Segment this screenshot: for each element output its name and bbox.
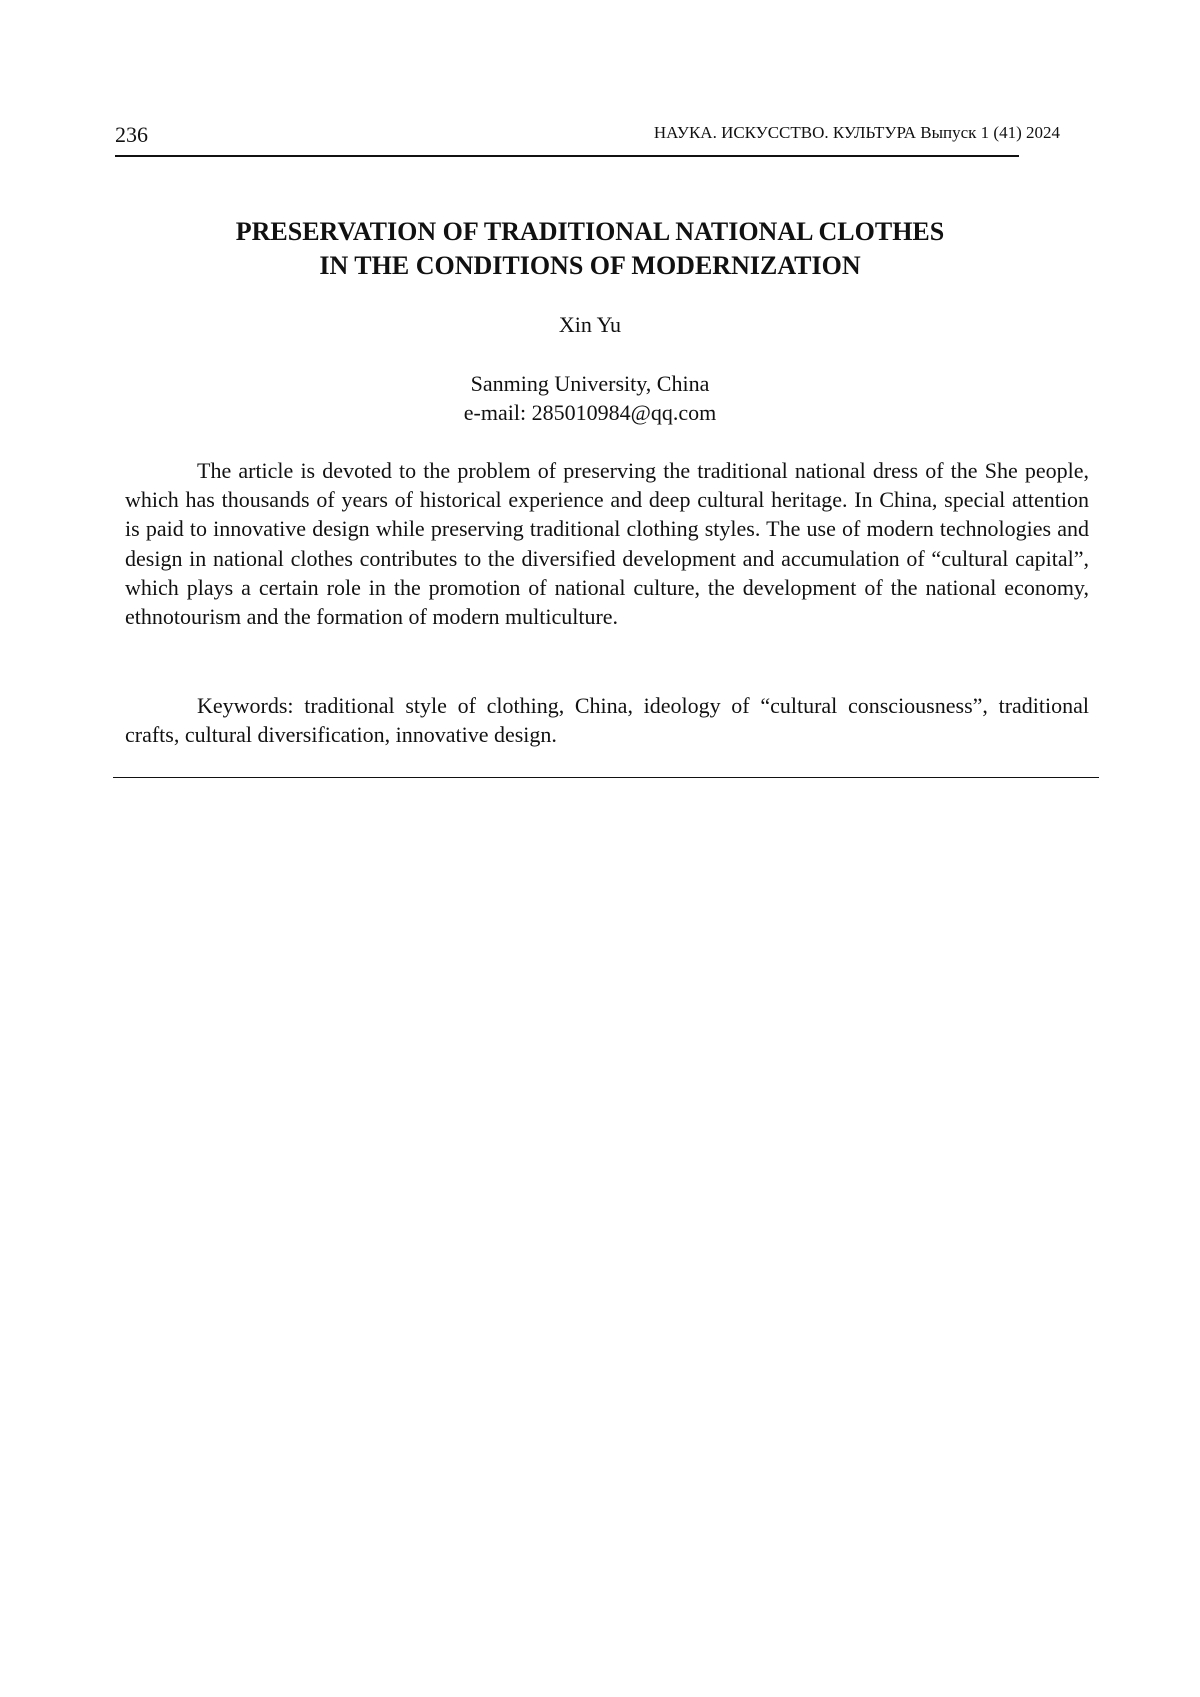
- keywords-text: Keywords: traditional style of clothing, China, ideology of “cultural consciousness”, traditional crafts, cultural diversification, innovative design.: [125, 691, 1089, 749]
- abstract-text: The article is devoted to the problem of preserving the traditional national dress of the She people, which has thousands of years of historical experience and deep cultural heritage. In China, special attention is paid to innovative design while preserving traditional clothing styles. The use of modern technologies and design in national clothes contributes to the diversified development and accumulation of “cultural capital”, which plays a certain role in the promotion of national culture, the development of the national economy, ethnotourism and the formation of modern multiculture.: [125, 456, 1089, 631]
- article-title-line-1: PRESERVATION OF TRADITIONAL NATIONAL CLOTHES: [115, 215, 1065, 249]
- header-rule: [115, 155, 1019, 157]
- author-affiliation-block: [115, 369, 1065, 427]
- article-title: [115, 215, 1065, 283]
- bottom-rule: [113, 777, 1099, 778]
- running-header: НАУКА. ИСКУССТВО. КУЛЬТУРА Выпуск 1 (41) 2024: [654, 122, 1060, 144]
- page-number: 236: [115, 122, 148, 148]
- author-name: Xin Yu: [115, 311, 1065, 339]
- affiliation: Sanming University, China: [115, 369, 1065, 398]
- article-title-line-2: IN THE CONDITIONS OF MODERNIZATION: [115, 249, 1065, 283]
- author-email: e-mail: 285010984@qq.com: [115, 398, 1065, 427]
